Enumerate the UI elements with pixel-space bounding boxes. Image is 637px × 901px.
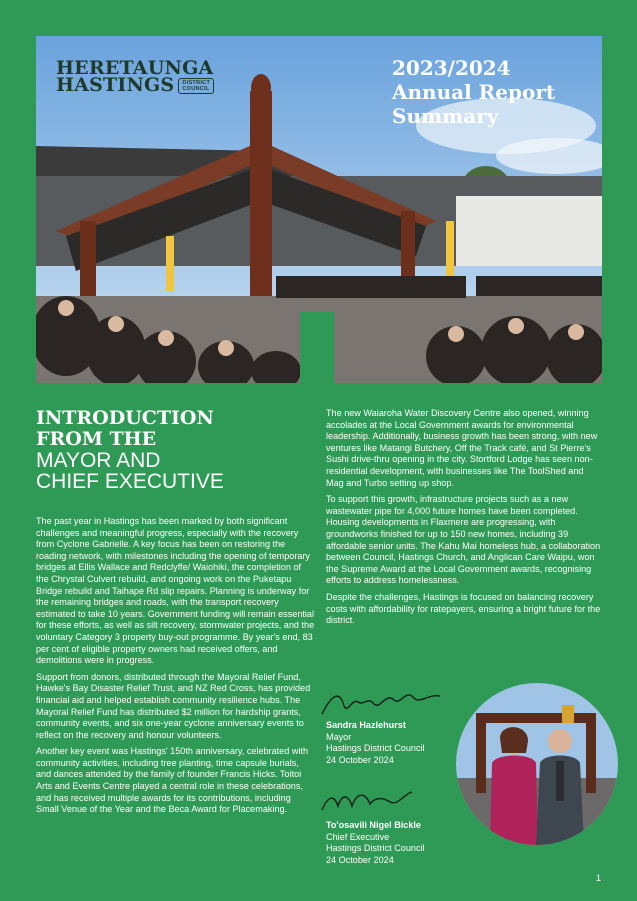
signatory-name: Sandra Hazlehurst xyxy=(326,720,406,730)
council-logo xyxy=(56,57,214,96)
paragraph: The new Waiaroha Water Discovery Centre also opened, winning accolades at the Local Government awards for environmental leadership. Additionally, business growth has been strong, with new ventures like Matangi Butchery, Off the Track café, and St Pierre's Sushi drive-thru opening in the city. Stortford Lodge has seen non-residential development, with businesses like The ToolShed and Mag and Turbo setting up shop. xyxy=(326,408,598,488)
signatory-org: Hastings District Council xyxy=(326,743,425,754)
intro-heading-line1: INTRODUCTION xyxy=(36,407,214,429)
report-title-line2: Summary xyxy=(392,104,499,128)
signatory-date: 24 October 2024 xyxy=(326,754,394,765)
intro-heading-line2: FROM THE xyxy=(36,428,157,450)
page-number: 1 xyxy=(596,873,602,883)
report-year: 2023/2024 xyxy=(392,56,511,80)
intro-heading xyxy=(36,408,286,492)
paragraph: To support this growth, infrastructure projects such as a new wastewater pipe for 4,000 future homes have been completed. Housing developments in Flaxmere are progressing, with groundworks finished for up to 150 new homes, including 39 affordable senior units. The Kahu Mai homeless hub, a collaboration between Council, Hastings Church, and Anglican Care Waipu, won the Supreme Award at the Local Government awards, recognising efforts to address homelessness. xyxy=(326,494,601,586)
signatory-role: Mayor xyxy=(326,731,352,742)
paragraph: The past year in Hastings has been marked by both significant challenges and meaningful progress, especially with the recovery from Cyclone Gabrielle. A key focus has been on restoring the roading network, with milestones including the opening of temporary bridges at Ellis Wallace and Redclyffe/ Waiohiki, the completion of the Chrystal Culvert rebuild, and ongoing work on the Puketapu Bridge rebuild and Taihape Rd slip repairs. Planning is underway for the remaining bridges and roads, with the transport recovery estimated to take 10 years. Government funding will remain essential for these efforts, as well as silt recovery, stormwater projects, and the voluntary Category 3 property buy-out programme. By year's end, 83 per cent of eligible property owners had received offers, and demolitions were in progress. xyxy=(36,516,315,666)
signatory-role: Chief Executive xyxy=(326,831,390,842)
signatory-chief-executive xyxy=(326,820,466,866)
paragraph: Another key event was Hastings' 150th anniversary, celebrated with community activities, including tree planting, time capsule burials, and dances attended by the family of founder Francis Hicks. Toitoi Arts and Events Centre played a central role in these celebrations, and has received multiple awards for its contributions, including Small Venue of the Year and the Beca Award for Placemaking. xyxy=(36,746,308,815)
intro-heading-line4: CHIEF EXECUTIVE xyxy=(36,470,224,493)
signatory-name: To'osavili Nigel Bickle xyxy=(326,820,421,830)
logo-line2: HASTINGS xyxy=(56,74,175,96)
paragraph: Support from donors, distributed through the Mayoral Relief Fund, Hawke's Bay Disaster Relief Trust, and NZ Red Cross, has provided financial aid and helped establish community resilience hubs. The Mayoral Relief Fund has distributed $2 million for hardship grants, community events, and six one-year cyclone anniversary events to reflect on the recovery and honour volunteers. xyxy=(36,671,311,740)
report-title-line1: Annual Report xyxy=(392,80,556,104)
logo-line1: HERETAUNGA xyxy=(56,57,214,79)
leaders-photo-illustration xyxy=(456,683,618,845)
intro-heading-line3: MAYOR AND xyxy=(36,449,161,472)
signatory-mayor xyxy=(326,720,466,766)
right-column xyxy=(326,408,602,632)
logo-badge: DISTRICT COUNCIL xyxy=(178,78,214,94)
report-title xyxy=(392,56,555,128)
paragraph: Despite the challenges, Hastings is focused on balancing recovery costs with affordability for ratepayers, ensuring a bright future for the district. xyxy=(326,591,601,626)
left-column xyxy=(36,516,316,821)
mayor-signature xyxy=(318,684,448,720)
ce-signature xyxy=(318,784,418,816)
signatory-org: Hastings District Council xyxy=(326,843,425,854)
signatory-date: 24 October 2024 xyxy=(326,854,394,865)
leaders-photo xyxy=(456,683,618,845)
